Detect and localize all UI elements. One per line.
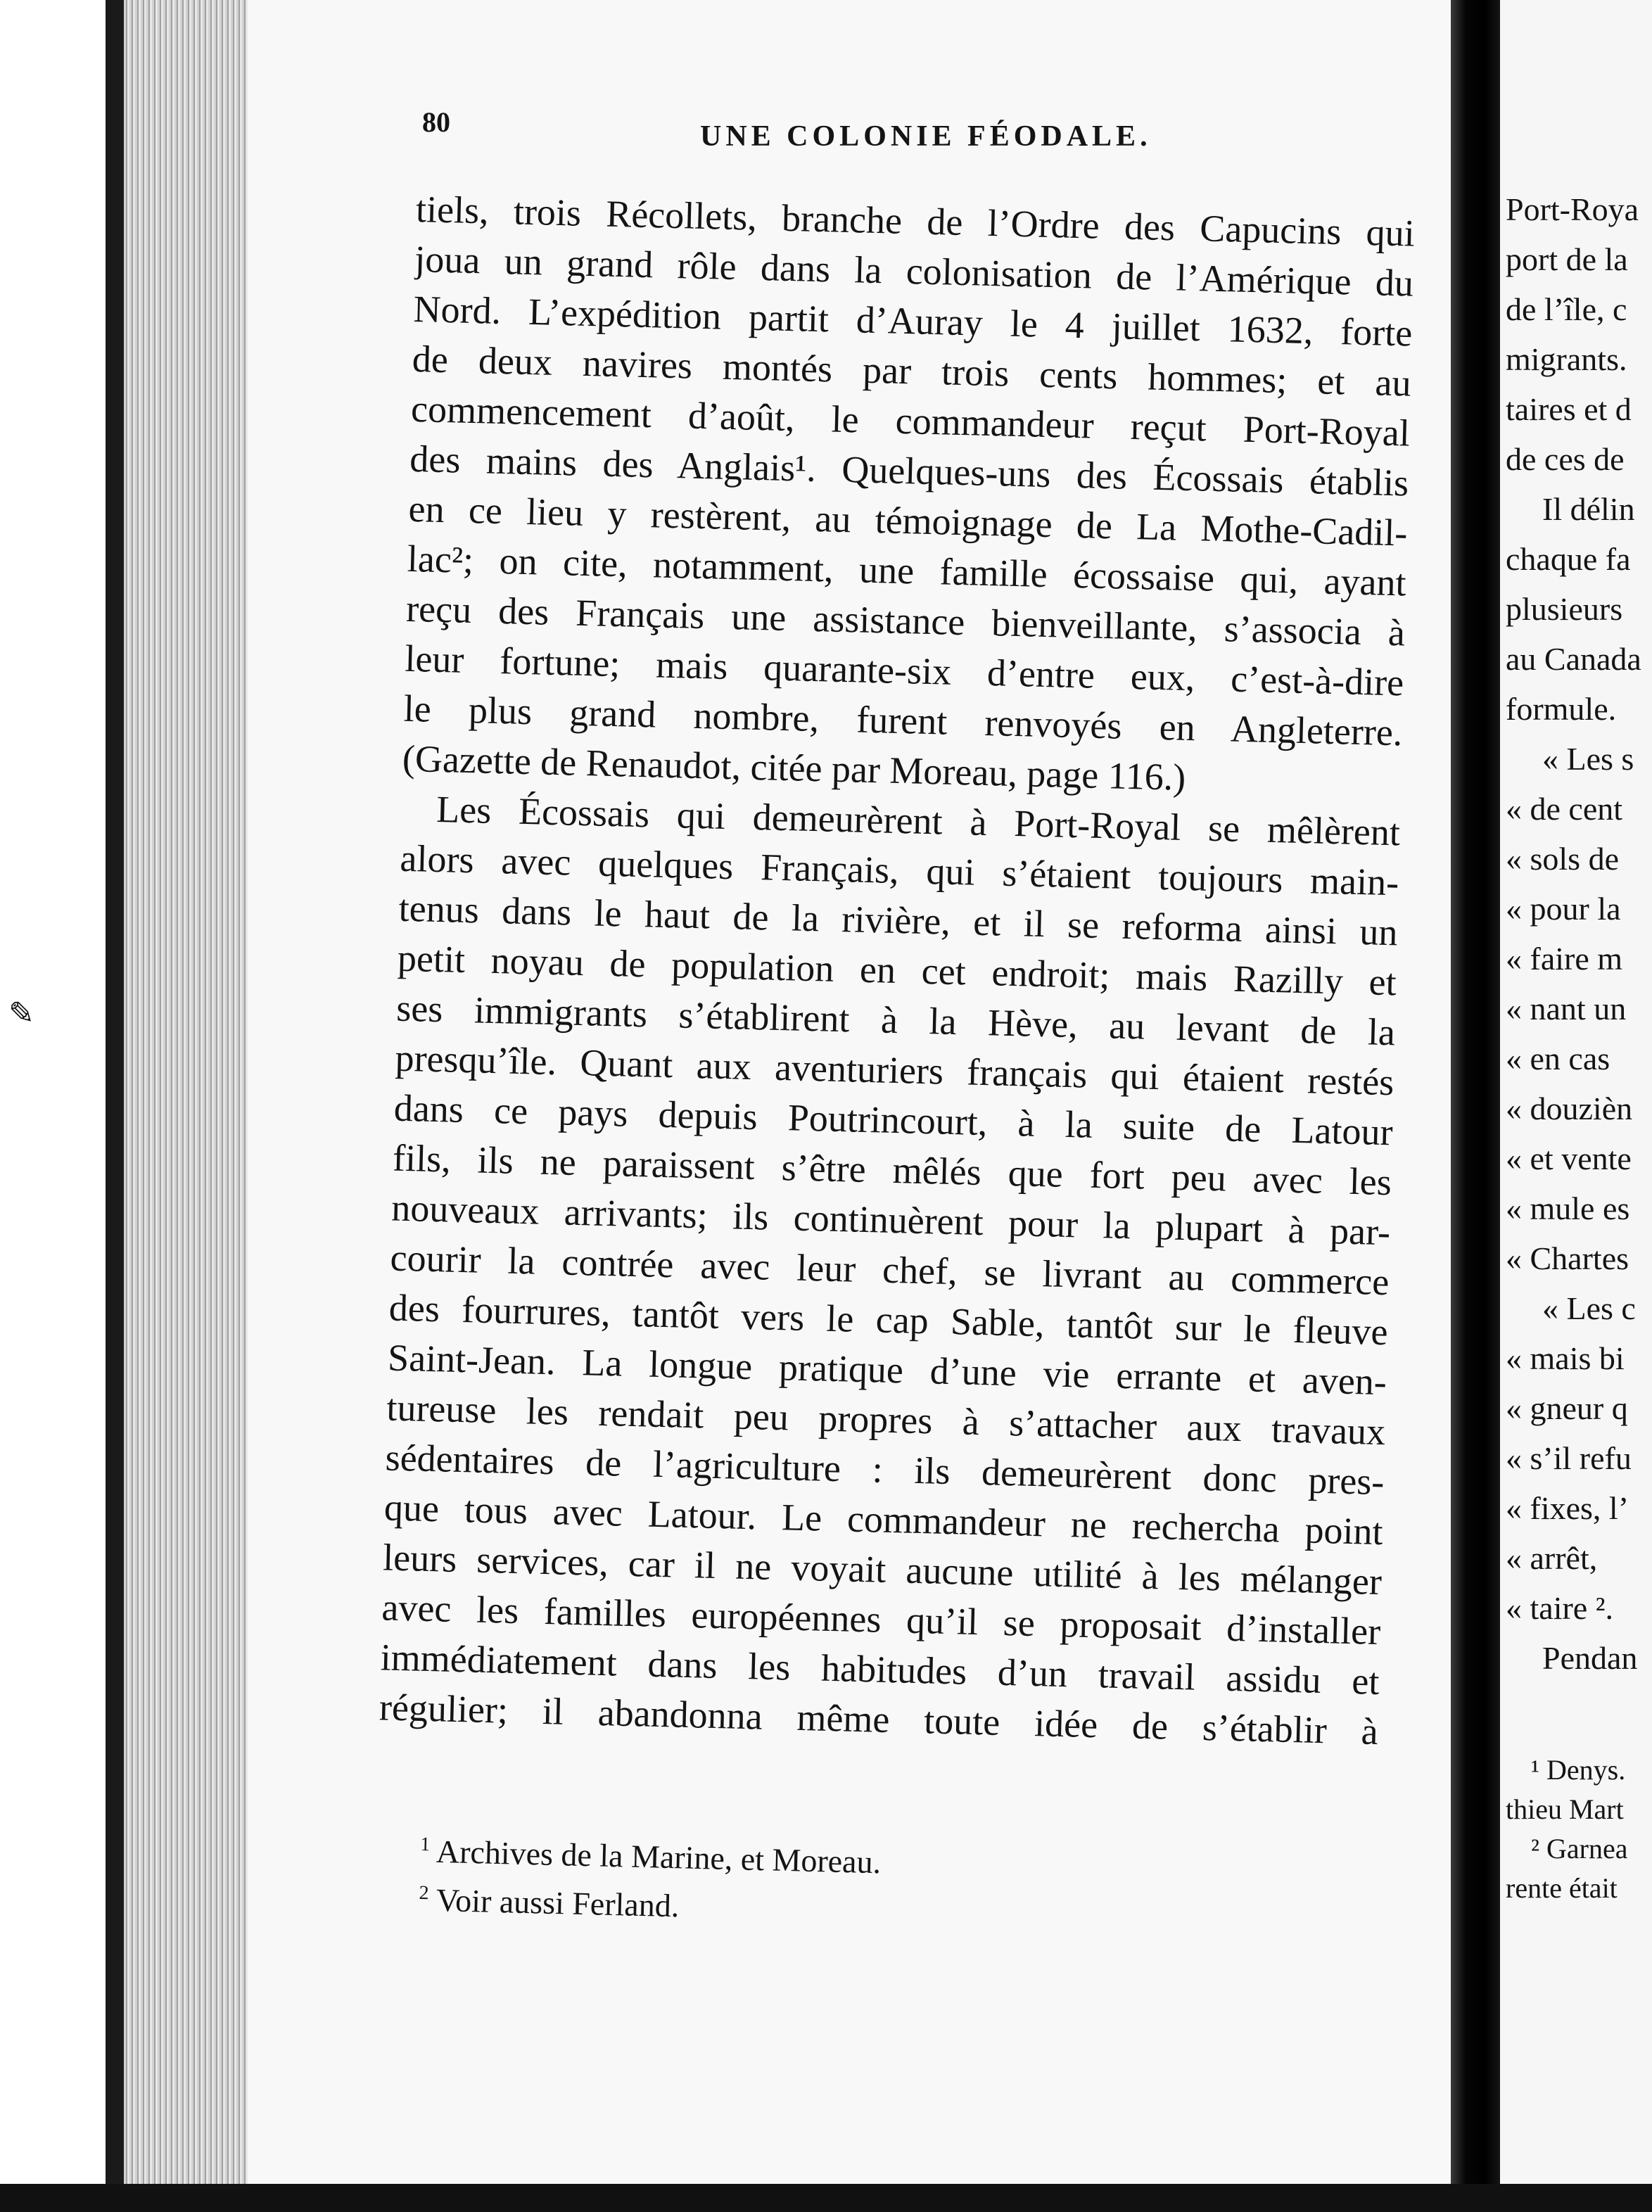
footnotes <box>419 1824 1054 1937</box>
text-line: presqu’île. Quant aux aventuriers français qui étaient restés <box>394 1036 1394 1104</box>
right-footnote-line: thieu Mart <box>1506 1793 1624 1825</box>
right-text-line: « taire ². <box>1506 1590 1614 1626</box>
text-line: joua un grand rôle dans la colonisation de l’Amérique du <box>414 237 1414 305</box>
right-text-line: taires et d <box>1506 391 1632 427</box>
right-text-line: « sols de <box>1506 841 1619 877</box>
text-line: commencement d’août, le commandeur reçut Port-Royal <box>410 387 1411 455</box>
text-line: lac²; on cite, notamment, une famille écossaise qui, ayant <box>407 537 1407 604</box>
right-text-line: « en cas <box>1506 1041 1610 1076</box>
page-stack-edge <box>124 0 248 2212</box>
right-text-line: « mais bi <box>1506 1340 1625 1376</box>
right-text-line: « fixes, l’ <box>1506 1490 1629 1526</box>
text-line: avec les familles européennes qu’il se proposait d’installer <box>381 1586 1381 1653</box>
right-text-line: Port-Roya <box>1506 191 1639 227</box>
text-line: des mains des Anglais¹. Quelques-uns des Écossais établis <box>409 437 1409 504</box>
right-text-line: de l’île, c <box>1506 291 1627 327</box>
text-line: petit noyau de population en cet endroit; mais Razilly et <box>397 936 1397 1004</box>
footnote-text: Voir aussi Ferland. <box>436 1882 680 1924</box>
text-line: immédiatement dans les habitudes d’un travail assidu et <box>380 1636 1380 1703</box>
text-line: ses immigrants s’établirent à la Hève, au levant de la <box>395 986 1396 1054</box>
text-line: tureuse les rendait peu propres à s’attacher aux travaux <box>386 1386 1386 1454</box>
text-line: (Gazette de Renaudot, citée par Moreau, page 116.) <box>402 737 1186 799</box>
right-text-line: Pendan <box>1542 1640 1638 1676</box>
right-text-line: « gneur q <box>1506 1390 1628 1426</box>
page-number: 80 <box>422 106 450 138</box>
right-text-line: « de cent <box>1506 791 1623 827</box>
right-text-line: « et vente <box>1506 1140 1632 1176</box>
pen-mark-icon: ✎ <box>8 996 34 1031</box>
right-text-line: « arrêt, <box>1506 1540 1598 1576</box>
right-text-line: « pour la <box>1506 891 1621 927</box>
right-text-line: « faire m <box>1506 941 1623 977</box>
right-text-line: « Les c <box>1542 1290 1636 1326</box>
text-line: leur fortune; mais quarante-six d’entre eux, c’est-à-dire <box>404 637 1404 704</box>
right-text-line: formule. <box>1506 691 1617 727</box>
right-page-footnotes <box>1506 1750 1627 1908</box>
scan-border <box>0 2184 1652 2212</box>
right-text-line: « nant un <box>1506 991 1627 1026</box>
text-line: régulier; il abandonna même toute idée de s’établir à <box>379 1686 1379 1753</box>
text-line: leurs services, car il ne voyait aucune utilité à les mélanger <box>382 1536 1383 1603</box>
right-text-line: « douzièn <box>1506 1091 1633 1126</box>
text-line: nouveaux arrivants; ils continuèrent pour la plupart à par- <box>390 1186 1391 1254</box>
text-line: de deux navires montés par trois cents hommes; et au <box>412 337 1412 405</box>
book-gutter <box>1451 0 1500 2184</box>
text-line: alors avec quelques Français, qui s’étaient toujours main- <box>399 837 1399 904</box>
right-text-line: « Chartes <box>1506 1240 1629 1276</box>
right-text-line: « Les s <box>1542 741 1634 777</box>
right-text-line: migrants. <box>1506 341 1627 377</box>
right-text-line: chaque fa <box>1506 541 1631 577</box>
right-page-text <box>1506 184 1652 1683</box>
right-text-line: « mule es <box>1506 1190 1630 1226</box>
right-footnote-line: ² Garnea <box>1531 1833 1628 1864</box>
right-text-line: Il délin <box>1542 491 1635 527</box>
text-line: courir la contrée avec leur chef, se livrant au commerce <box>389 1236 1390 1304</box>
book-spine-edge <box>106 0 124 2212</box>
footnote-mark: 1 <box>419 1833 431 1856</box>
footnote-mark: 2 <box>419 1882 429 1905</box>
right-text-line: de ces de <box>1506 441 1625 477</box>
text-line: des fourrures, tantôt vers le cap Sable, tantôt sur le fleuve <box>388 1286 1389 1354</box>
right-footnote-line: rente était <box>1506 1872 1618 1904</box>
right-text-line: au Canada <box>1506 641 1641 677</box>
text-line: Saint-Jean. La longue pratique d’une vie errante et aven- <box>387 1336 1387 1404</box>
running-title: UNE COLONIE FÉODALE. <box>700 120 1152 153</box>
right-text-line: port de la <box>1506 241 1628 277</box>
text-line: sédentaires de l’agriculture : ils demeurèrent donc pres- <box>385 1436 1385 1504</box>
right-footnote-line: ¹ Denys. <box>1531 1754 1626 1786</box>
text-line: que tous avec Latour. Le commandeur ne rechercha point <box>383 1486 1384 1553</box>
main-text-block <box>379 184 1415 1757</box>
right-text-line: plusieurs <box>1506 591 1623 627</box>
text-line: Les Écossais qui demeurèrent à Port-Royal se mêlèrent <box>436 787 1401 854</box>
text-line: le plus grand nombre, furent renvoyés en Angleterre. <box>403 687 1404 754</box>
text-line: en ce lieu y restèrent, au témoignage de La Mothe-Cadil- <box>408 487 1409 554</box>
text-line: dans ce pays depuis Poutrincourt, à la suite de Latour <box>393 1086 1394 1154</box>
text-line: fils, ils ne paraissent s’être mêlés que fort peu avec les <box>392 1136 1392 1204</box>
text-line: tenus dans le haut de la rivière, et il se reforma ainsi un <box>398 886 1399 954</box>
right-text-line: « s’il refu <box>1506 1440 1632 1476</box>
text-line: Nord. L’expédition partit d’Auray le 4 juillet 1632, forte <box>412 287 1413 355</box>
text-line: reçu des Français une assistance bienveillante, s’associa à <box>405 587 1406 654</box>
footnote-text: Archives de la Marine, et Moreau. <box>436 1833 882 1881</box>
text-line: tiels, trois Récollets, branche de l’Ordre des Capucins qui <box>415 187 1416 255</box>
